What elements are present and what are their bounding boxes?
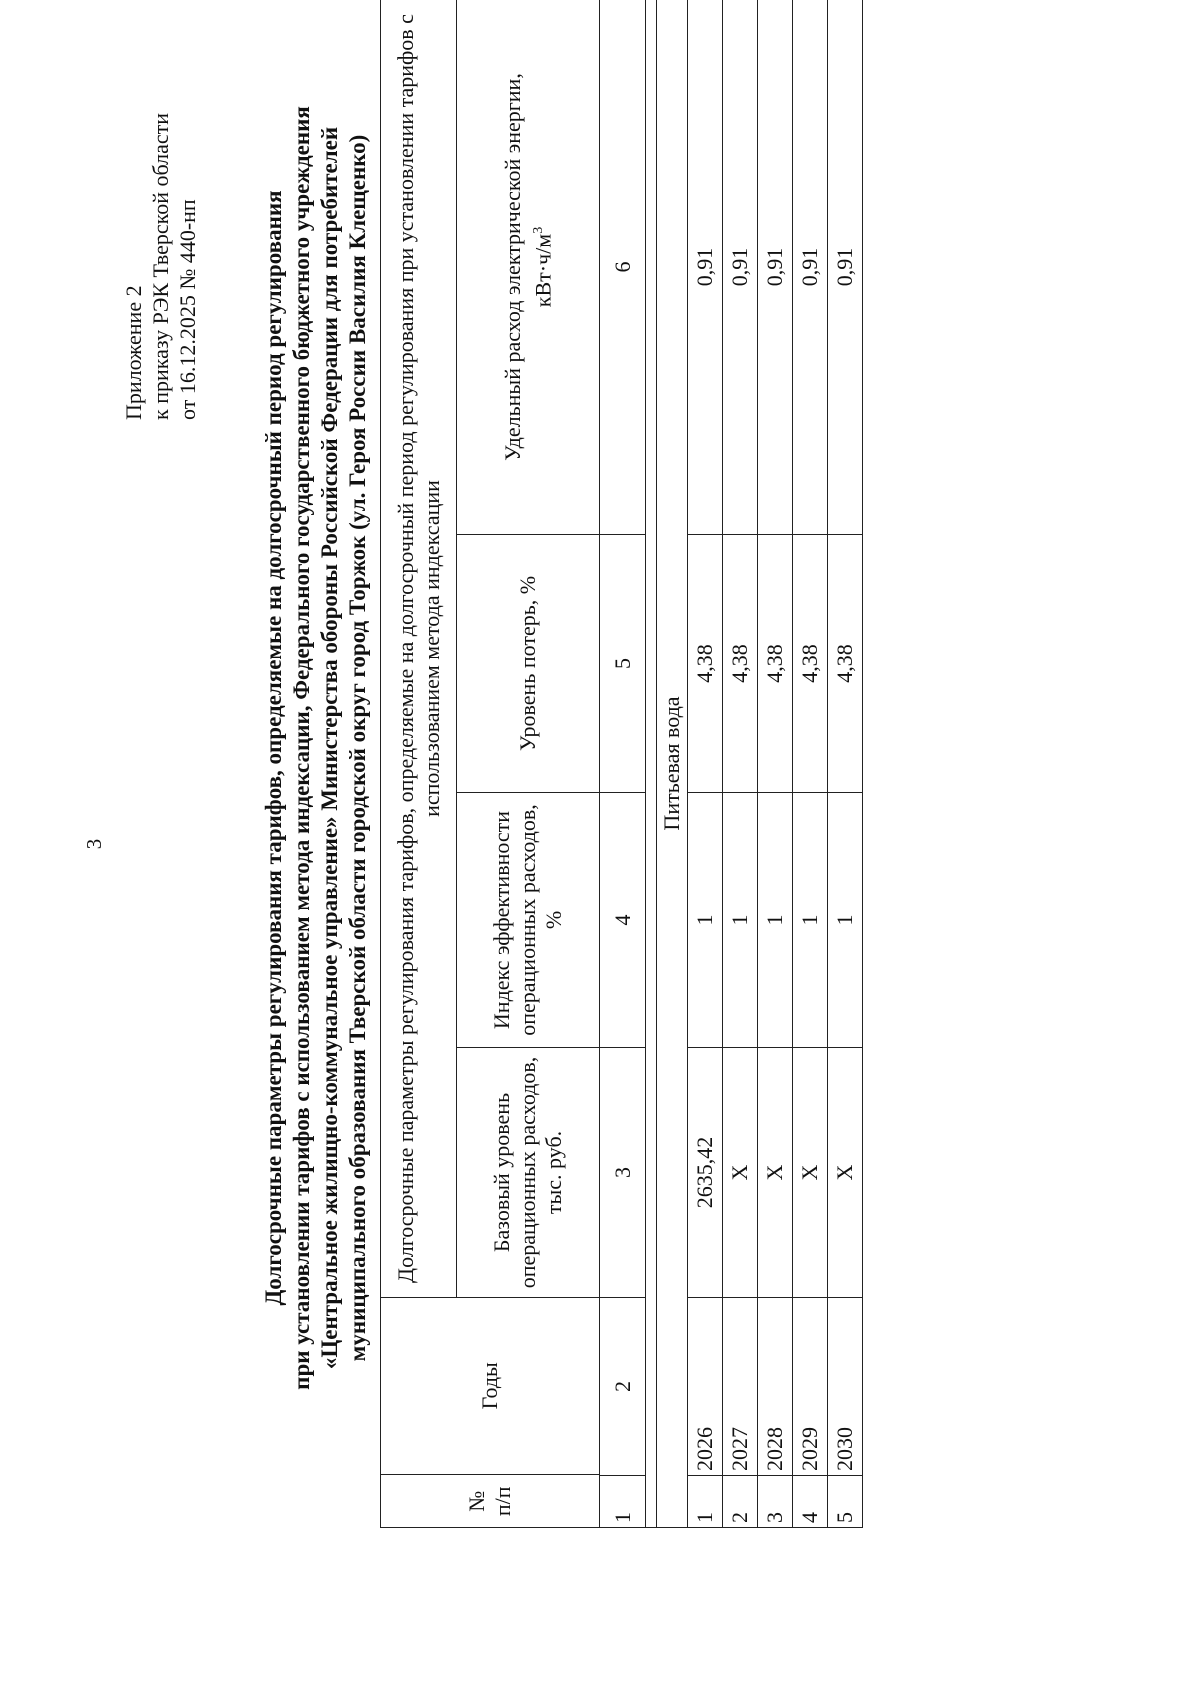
parameters-table [380,0,863,1528]
row-index: 1 [723,793,758,1048]
table-row [758,0,793,1528]
header-energy-sup: 3 [531,226,546,234]
appendix-line-1: Приложение 2 [121,285,146,420]
row-index: 1 [758,793,793,1048]
header-row-group [381,0,457,1528]
header-left-block [381,1297,599,1527]
table-row [828,0,863,1528]
column-number-5: 5 [600,535,646,793]
row-energy: 0,91 [723,0,758,535]
header-no-years-spacer [381,1298,600,1528]
header-cell-index: Индекс эффективности операционных расходов, % [457,793,600,1048]
row-year: 2026 [688,1298,723,1476]
column-number-1: 1 [600,1476,646,1528]
table-row [688,0,723,1528]
row-base: Х [793,1048,828,1298]
row-energy: 0,91 [828,0,863,535]
gap-cell [646,0,657,1528]
row-losses: 4,38 [828,535,863,793]
row-number: 4 [793,1476,828,1528]
header-cell-energy [457,0,600,535]
appendix-block [120,113,201,420]
header-energy-part-a: Удельный расход электрической энергии, [500,73,525,461]
column-number-2: 2 [600,1298,646,1476]
table-row [793,0,828,1528]
title-line-2: при установлении тарифов с использованием метода индексации, Федерального государственного бюджетного учреждения [289,106,314,1390]
row-base: Х [758,1048,793,1298]
row-base: 2635,42 [688,1048,723,1298]
title-line-1: Долгосрочные параметры регулирования тарифов, определяемые на долгосрочный период регулирования [261,190,286,1306]
row-losses: 4,38 [758,535,793,793]
header-cell-base: Базовый уровень операционных расходов, тыс. руб. [457,1048,600,1298]
title-line-3: «Центральное жилищно-коммунальное управление» Министерства обороны Российской Федерации для потребителей [317,126,342,1370]
row-number: 5 [828,1476,863,1528]
header-cell-no: № п/п [381,1475,599,1527]
section-label: Питьевая вода [657,0,688,1528]
appendix-line-2: к приказу РЭК Тверской области [148,112,173,420]
row-losses: 4,38 [688,535,723,793]
row-base: Х [723,1048,758,1298]
row-year: 2028 [758,1298,793,1476]
column-number-row [600,0,646,1528]
row-index: 1 [688,793,723,1048]
column-number-3: 3 [600,1048,646,1298]
header-cell-group: Долгосрочные параметры регулирования тарифов, определяемые на долгосрочный период регулирования при установлении тарифов с использованием метода индексации [381,0,457,1298]
title-line-4: муниципального образования Тверской области городской округ город Торжок (ул. Героя России Василия Клещенко) [345,134,370,1362]
row-number: 3 [758,1476,793,1528]
row-year: 2030 [828,1298,863,1476]
page-number: 3 [82,838,106,850]
column-number-6: 6 [600,0,646,535]
gap-row [646,0,657,1528]
row-index: 1 [793,793,828,1048]
table-row [723,0,758,1528]
row-energy: 0,91 [758,0,793,535]
row-losses: 4,38 [723,535,758,793]
row-year: 2027 [723,1298,758,1476]
header-cell-years: Годы [477,1362,502,1410]
header-energy-part-b: кВт·ч/м [530,233,556,308]
row-base: Х [828,1048,863,1298]
row-number: 2 [723,1476,758,1528]
row-index: 1 [828,793,863,1048]
row-energy: 0,91 [688,0,723,535]
column-number-4: 4 [600,793,646,1048]
section-row [657,0,688,1528]
row-losses: 4,38 [793,535,828,793]
row-number: 1 [688,1476,723,1528]
appendix-line-3: от 16.12.2025 № 440-нп [175,199,200,420]
document-title [260,0,372,1508]
header-cell-losses: Уровень потерь, % [457,535,600,793]
row-energy: 0,91 [793,0,828,535]
row-year: 2029 [793,1298,828,1476]
